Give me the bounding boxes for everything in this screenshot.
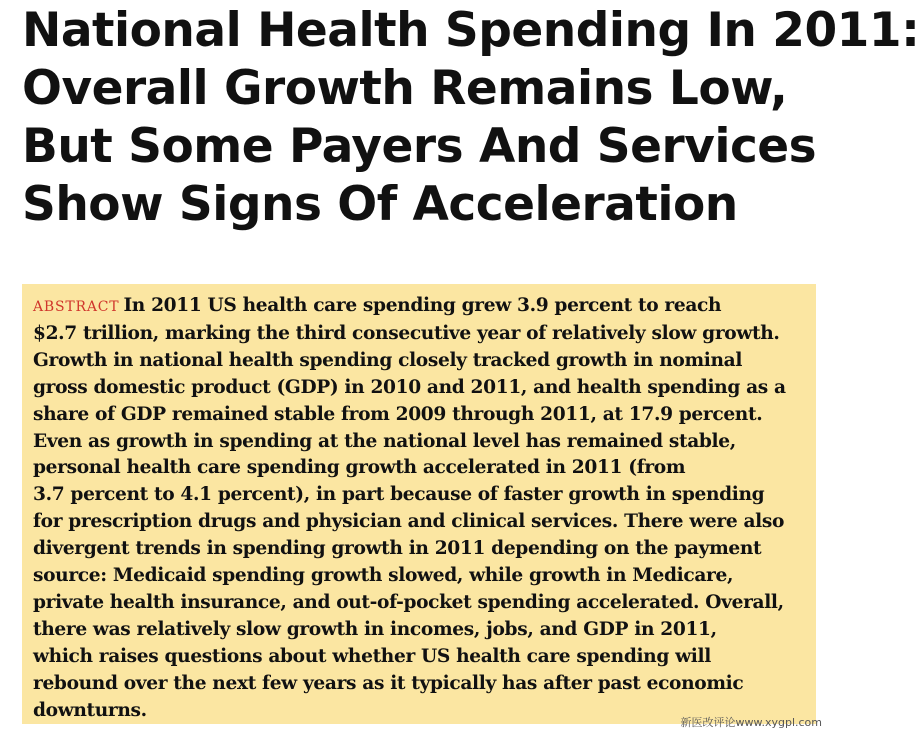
abstract-line [33, 293, 806, 321]
abstract-line: source: Medicaid spending growth slowed, while growth in Medicare, [33, 565, 734, 587]
article-title [22, 2, 919, 234]
abstract-line: $2.7 trillion, marking the third consecutive year of relatively slow growth. [33, 322, 780, 344]
abstract-line: personal health care spending growth accelerated in 2011 (from [33, 457, 686, 479]
abstract-line: for prescription drugs and physician and clinical services. There were also [33, 511, 785, 533]
abstract-line: 3.7 percent to 4.1 percent), in part because of faster growth in spending [33, 484, 765, 506]
abstract-line: divergent trends in spending growth in 2011 depending on the payment [33, 538, 762, 560]
title-line: Show Signs Of Acceleration [22, 177, 738, 232]
title-line: National Health Spending In 2011: [22, 3, 919, 58]
abstract-line: gross domestic product (GDP) in 2010 and 2011, and health spending as a [33, 376, 786, 398]
abstract-line: Even as growth in spending at the national level has remained stable, [33, 430, 736, 452]
watermark-text: 新医改评论www.xygpl.com [680, 716, 822, 729]
title-line: Overall Growth Remains Low, [22, 61, 788, 116]
abstract-line: private health insurance, and out-of-pocket spending accelerated. Overall, [33, 591, 784, 613]
abstract-line: there was relatively slow growth in incomes, jobs, and GDP in 2011, [33, 618, 717, 640]
abstract-line: share of GDP remained stable from 2009 through 2011, at 17.9 percent. [33, 403, 763, 425]
abstract-line-text: In 2011 US health care spending grew 3.9 percent to reach [123, 295, 722, 316]
title-line: But Some Payers And Services [22, 119, 817, 174]
abstract-label: ABSTRACT [33, 299, 120, 315]
abstract-line: downturns. [33, 699, 147, 721]
abstract-box [22, 284, 816, 724]
abstract-line: which raises questions about whether US health care spending will [33, 645, 711, 667]
abstract-line: Growth in national health spending closely tracked growth in nominal [33, 349, 743, 371]
abstract-line: rebound over the next few years as it typically has after past economic [33, 672, 744, 694]
abstract-text [33, 293, 806, 725]
